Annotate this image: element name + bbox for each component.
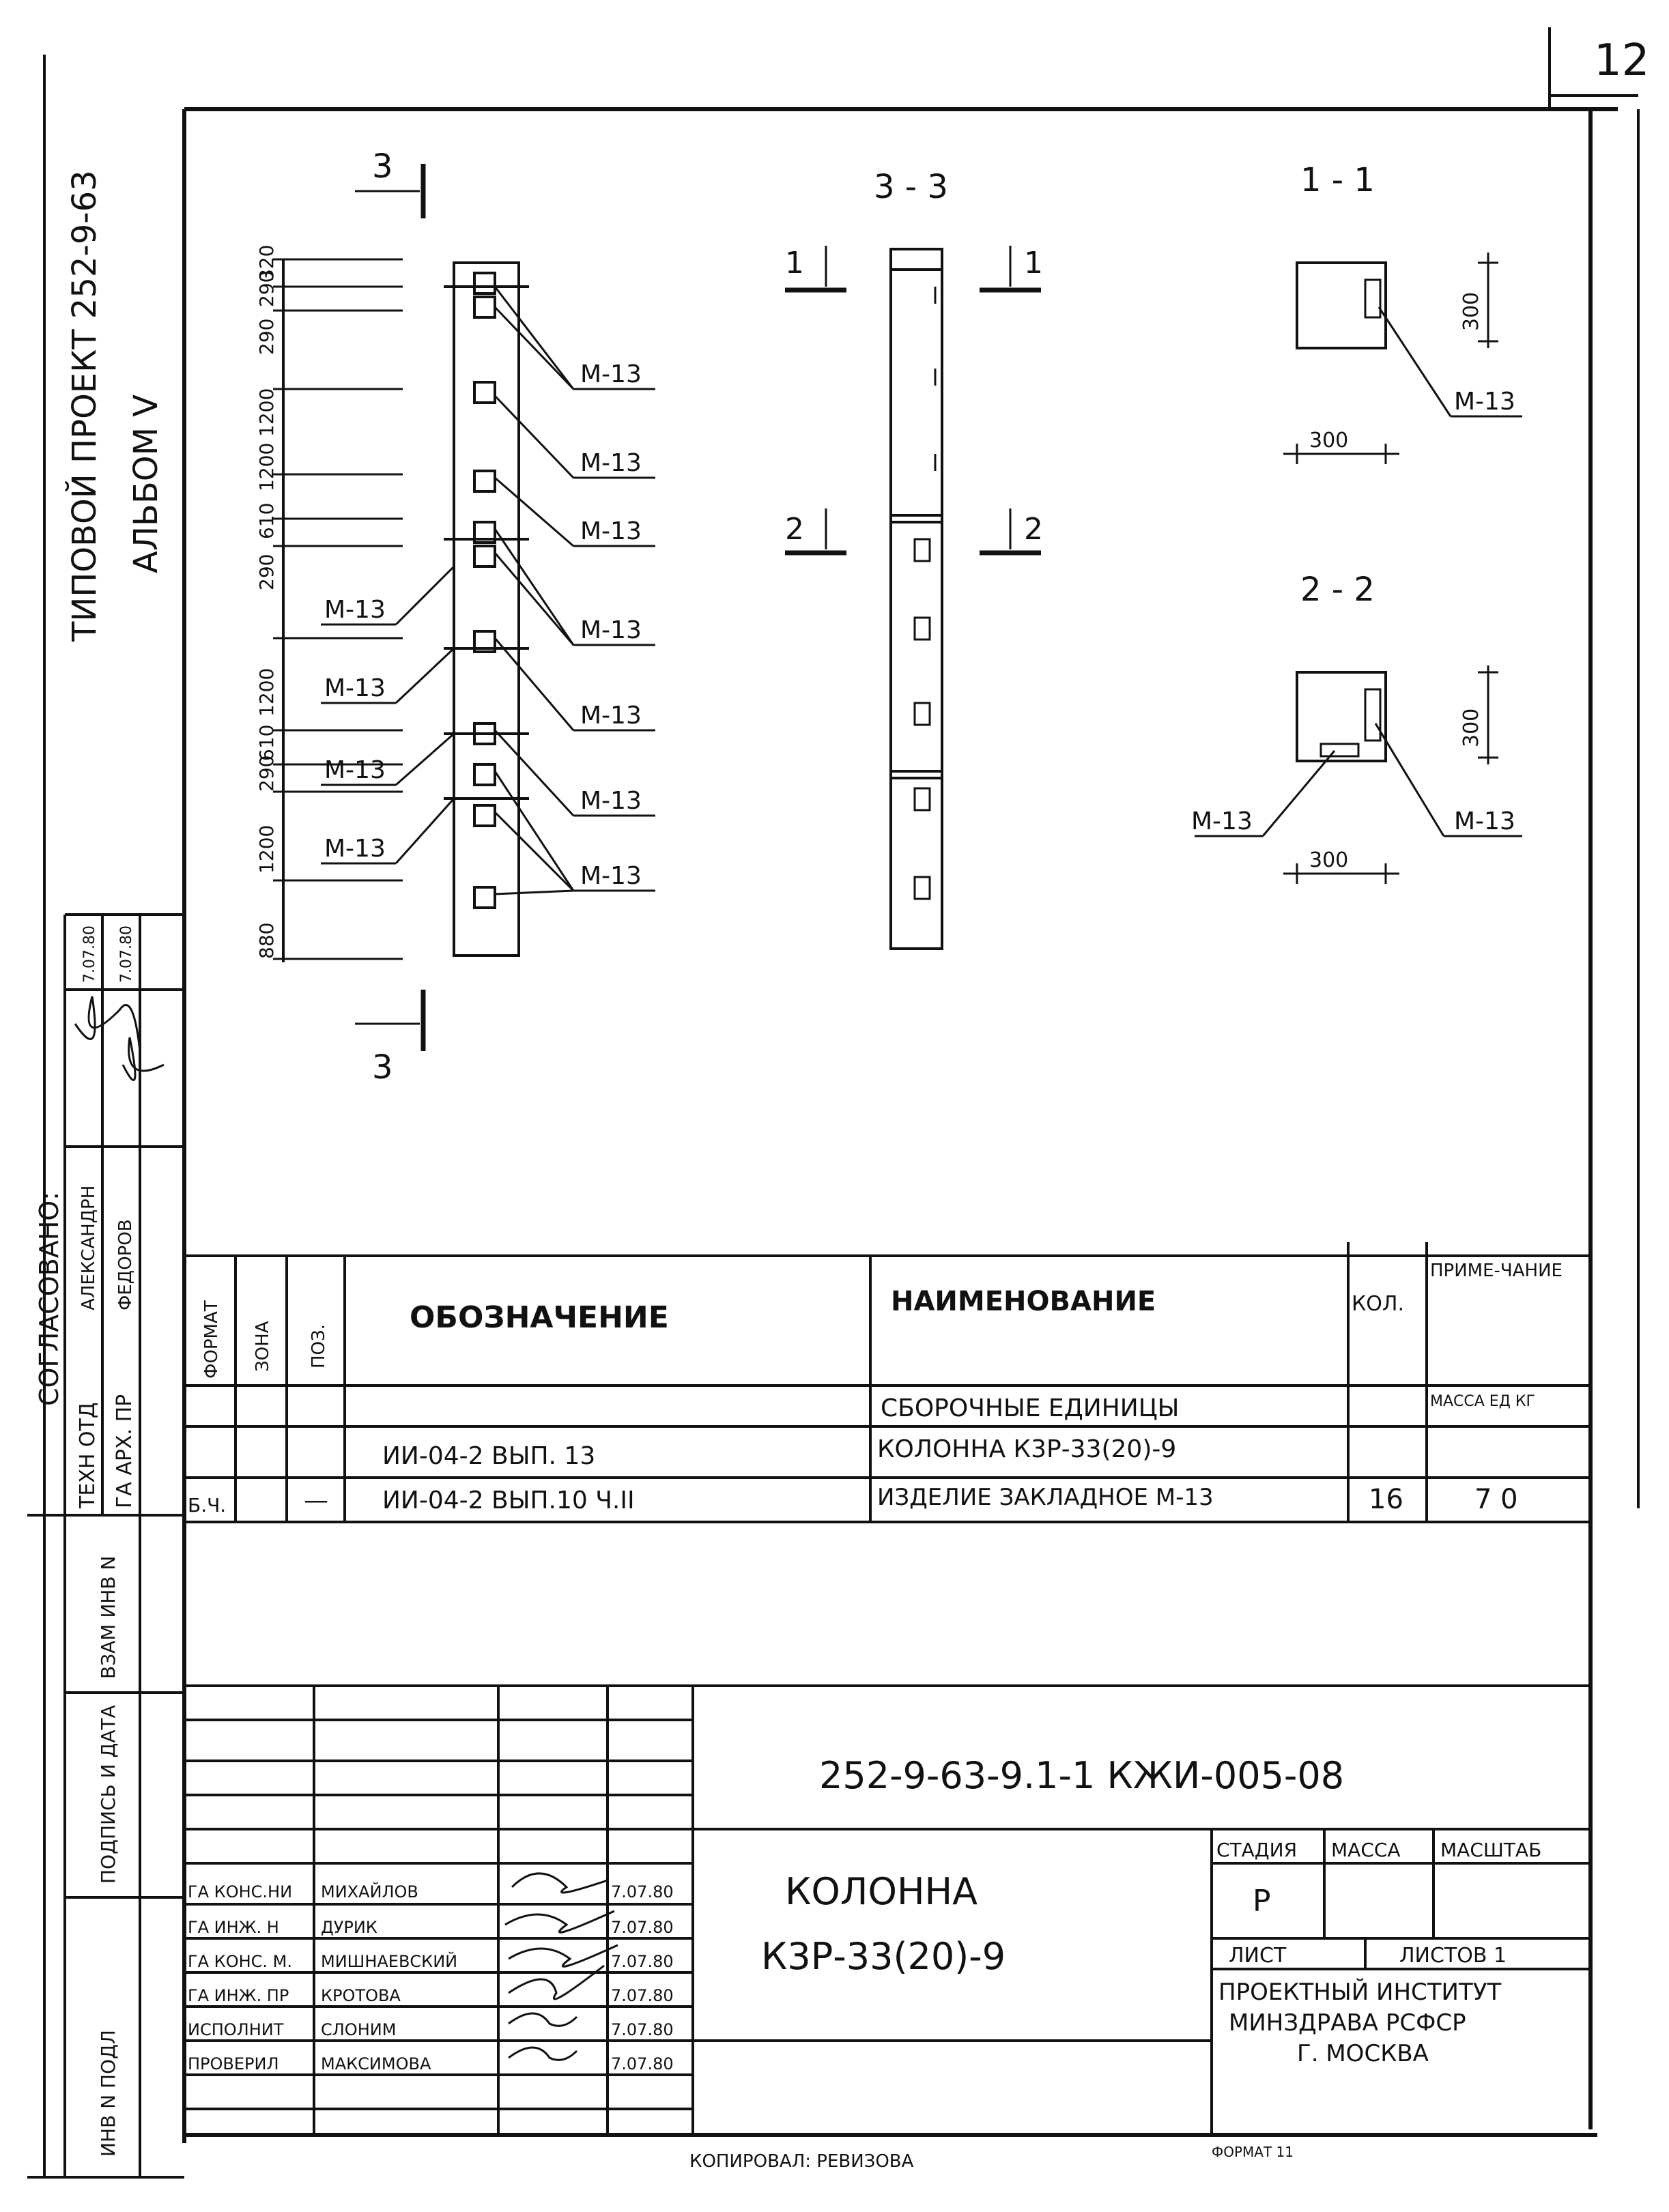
- col-format: ФОРМАТ: [201, 1300, 222, 1379]
- sign-role: ГА КОНС. М.: [188, 1952, 293, 1971]
- col-designation: ОБОЗНАЧЕНИЕ: [410, 1300, 669, 1335]
- elevation-cut-top: 3: [372, 147, 393, 186]
- dim-300: 300: [1459, 708, 1483, 747]
- mark-label: М-13: [580, 517, 642, 545]
- dim-label: 290: [255, 270, 278, 307]
- col-name: НАИМЕНОВАНИЕ: [891, 1286, 1156, 1317]
- col-note: ПРИМЕ-ЧАНИЕ: [1430, 1261, 1563, 1281]
- elevation-cut-bottom: 3: [372, 1048, 393, 1087]
- drawing-title-1: КОЛОННА: [785, 1870, 978, 1913]
- drawing-title-2: К3Р-33(20)-9: [761, 1935, 1006, 1978]
- approval-date-1: 7.07.80: [81, 925, 98, 983]
- sign-role: ГА ИНЖ. ПР: [188, 1986, 289, 2005]
- album-label: АЛЬБОМ V: [127, 394, 165, 573]
- row2-qty: 16: [1369, 1484, 1403, 1515]
- col-pos: ПОЗ.: [309, 1324, 329, 1368]
- dim-label: 290: [255, 318, 278, 355]
- section-11-title: 1 - 1: [1300, 161, 1375, 199]
- dim-label: 1200: [255, 388, 278, 437]
- mark-label: М-13: [1191, 807, 1253, 835]
- approval-role-2: ГА АРХ. ПР: [113, 1394, 137, 1508]
- mark-label: М-13: [580, 862, 642, 890]
- cut-1-left: 1: [785, 246, 804, 281]
- row1-name: КОЛОННА К3Р-33(20)-9: [877, 1435, 1177, 1463]
- sign-date: 7.07.80: [611, 1952, 674, 1971]
- org-line-2: МИНЗДРАВА РСФСР: [1229, 2009, 1466, 2037]
- copied-by: КОПИРОВАЛ: РЕВИЗОВА: [689, 2151, 914, 2172]
- dim-label: 610: [255, 502, 278, 539]
- dim-label: 880: [255, 922, 278, 959]
- row2-designation: ИИ-04-2 ВЫП.10 Ч.II: [382, 1486, 635, 1514]
- org-line-1: ПРОЕКТНЫЙ ИНСТИТУТ: [1218, 1979, 1502, 2006]
- mark-label: М-13: [324, 674, 386, 702]
- cut-1-right: 1: [1024, 246, 1043, 281]
- approval-role-1: ТЕХН ОТД: [76, 1402, 100, 1508]
- sign-role: ГА КОНС.НИ: [188, 1882, 293, 1901]
- section-33-title: 3 - 3: [874, 168, 948, 206]
- dim-label: 1200: [255, 667, 278, 717]
- sheet-number: 12: [1594, 35, 1650, 86]
- mark-label: М-13: [1454, 807, 1515, 835]
- inv-replace: ВЗАМ ИНВ N: [97, 1555, 119, 1679]
- mass-label: МАССА: [1331, 1839, 1401, 1861]
- mark-label: М-13: [580, 787, 642, 815]
- stage-value: Р: [1253, 1884, 1271, 1919]
- row2-format: Б.Ч.: [188, 1494, 227, 1517]
- mark-label: М-13: [580, 449, 642, 477]
- sign-date: 7.07.80: [611, 1882, 674, 1901]
- approval-title: СОГЛАСОВАНО:: [34, 1192, 64, 1406]
- row2-pos: —: [304, 1486, 328, 1514]
- dim-label: 290: [255, 755, 278, 792]
- inv-sign-date: ПОДПИСЬ И ДАТА: [97, 1705, 119, 1884]
- sign-role: ИСПОЛНИТ: [188, 2020, 284, 2039]
- mass-unit: МАССА ЕД КГ: [1430, 1393, 1535, 1410]
- section-title: СБОРОЧНЫЕ ЕДИНИЦЫ: [881, 1394, 1180, 1422]
- project-label: ТИПОВОЙ ПРОЕКТ 252-9-63: [66, 170, 104, 642]
- drawing-code: 252-9-63-9.1-1 КЖИ-005-08: [819, 1754, 1345, 1797]
- mark-label: М-13: [324, 596, 386, 624]
- dim-label: 290: [255, 554, 278, 590]
- approval-name-2: ФЕДОРОВ: [115, 1219, 136, 1310]
- dim-300: 300: [1309, 429, 1349, 453]
- cut-2-left: 2: [785, 512, 804, 547]
- sign-date: 7.07.80: [611, 2020, 674, 2039]
- sign-role: ПРОВЕРИЛ: [188, 2054, 279, 2073]
- dim-label: 1200: [255, 442, 278, 491]
- sign-name: ДУРИК: [321, 1918, 377, 1937]
- col-qty: КОЛ.: [1352, 1292, 1405, 1316]
- dim-300: 300: [1459, 291, 1483, 331]
- sign-date: 7.07.80: [611, 1918, 674, 1937]
- mark-label: М-13: [1454, 388, 1515, 416]
- mark-label: М-13: [324, 756, 386, 784]
- row1-designation: ИИ-04-2 ВЫП. 13: [382, 1442, 596, 1470]
- approval-date-2: 7.07.80: [118, 925, 135, 983]
- dim-label: 1200: [255, 824, 278, 874]
- org-line-3: Г. МОСКВА: [1297, 2040, 1429, 2067]
- mark-label: М-13: [324, 835, 386, 863]
- mark-label: М-13: [580, 616, 642, 644]
- sign-date: 7.07.80: [611, 1986, 674, 2005]
- section-22-title: 2 - 2: [1300, 571, 1375, 609]
- sign-name: МИХАЙЛОВ: [321, 1882, 418, 1901]
- sheets-label: ЛИСТОВ 1: [1399, 1944, 1507, 1968]
- dim-300: 300: [1309, 848, 1349, 872]
- sign-name: СЛОНИМ: [321, 2020, 397, 2039]
- approval-name-1: АЛЕКСАНДРН: [79, 1185, 99, 1310]
- mark-label: М-13: [580, 360, 642, 388]
- sign-name: КРОТОВА: [321, 1986, 401, 2005]
- sign-name: МАКСИМОВА: [321, 2054, 431, 2073]
- format-label: ФОРМАТ 11: [1212, 2144, 1294, 2160]
- inv-original: ИНВ N ПОДЛ: [97, 2030, 119, 2157]
- dim-label: 320: [255, 244, 278, 281]
- sign-date: 7.07.80: [611, 2054, 674, 2073]
- col-zone: ЗОНА: [253, 1321, 273, 1372]
- sheet-label: ЛИСТ: [1229, 1944, 1287, 1968]
- row2-note: 7 0: [1474, 1484, 1518, 1515]
- stage-label: СТАДИЯ: [1216, 1839, 1298, 1861]
- mark-label: М-13: [580, 702, 642, 730]
- cut-2-right: 2: [1024, 512, 1043, 547]
- sign-name: МИШНАЕВСКИЙ: [321, 1952, 458, 1971]
- row2-name: ИЗДЕЛИЕ ЗАКЛАДНОЕ М-13: [877, 1484, 1214, 1511]
- scale-label: МАСШТАБ: [1440, 1839, 1542, 1861]
- dim-label: 610: [255, 724, 278, 761]
- sign-role: ГА ИНЖ. Н: [188, 1918, 279, 1937]
